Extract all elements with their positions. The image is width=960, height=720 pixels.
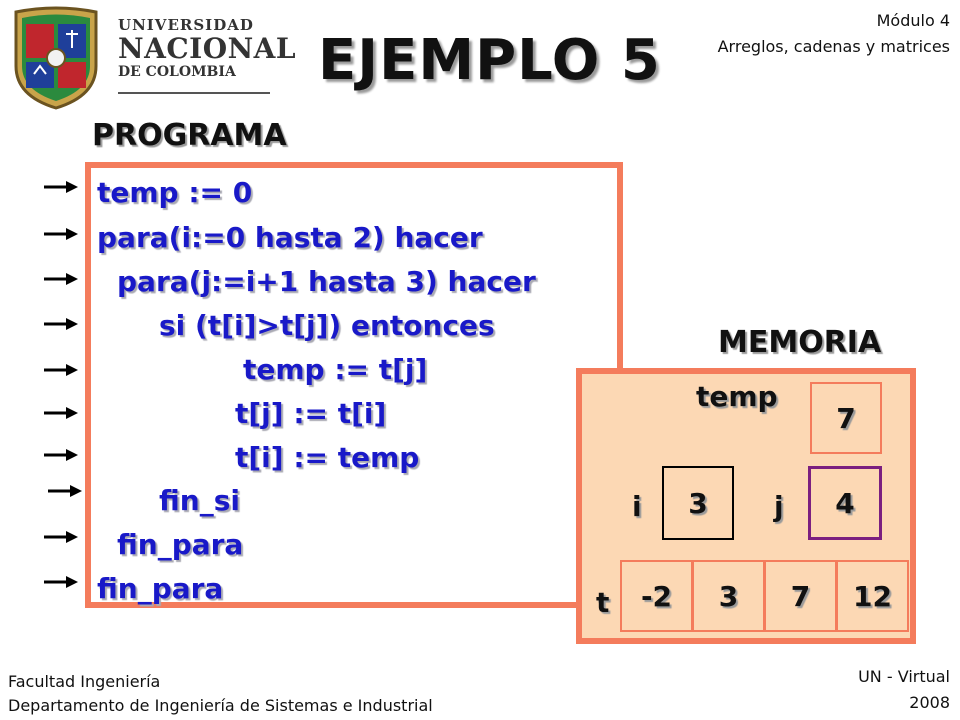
j-cell: 4 <box>808 466 882 540</box>
code-line-8: fin_si <box>159 484 240 517</box>
code-line-7: t[i] := temp <box>235 441 420 474</box>
i-cell: 3 <box>662 466 734 540</box>
memory-heading: MEMORIA <box>718 325 882 360</box>
arrow-right-icon <box>48 484 82 498</box>
code-line-1: temp := 0 <box>97 176 253 209</box>
module-info <box>718 8 950 60</box>
footer-year: 2008 <box>909 693 950 712</box>
arrow-right-icon <box>44 180 78 194</box>
module-name: Módulo 4 <box>876 11 950 30</box>
arrow-right-icon <box>44 448 78 462</box>
i-label: i <box>632 490 642 523</box>
t-cell-0: -2 <box>620 560 693 632</box>
slide-title: EJEMPLO 5 <box>318 28 661 93</box>
t-label: t <box>596 586 610 619</box>
faculty-name: Facultad Ingeniería <box>8 672 161 691</box>
t-cell-3: 12 <box>836 560 909 632</box>
university-line1: UNIVERSIDAD <box>118 16 254 34</box>
temp-cell: 7 <box>810 382 882 454</box>
t-cell-2: 7 <box>764 560 837 632</box>
code-line-6: t[j] := t[i] <box>235 397 387 430</box>
arrow-right-icon <box>44 363 78 377</box>
code-line-9: fin_para <box>117 528 244 561</box>
platform-name: UN - Virtual <box>858 667 950 686</box>
footer-platform <box>858 664 950 716</box>
code-line-10: fin_para <box>97 572 224 605</box>
arrow-right-icon <box>44 227 78 241</box>
department-name: Departamento de Ingeniería de Sistemas e Industrial <box>8 696 433 715</box>
arrow-right-icon <box>44 530 78 544</box>
code-line-4: si (t[i]>t[j]) entonces <box>159 309 495 342</box>
code-line-2: para(i:=0 hasta 2) hacer <box>97 221 483 254</box>
arrow-right-icon <box>44 272 78 286</box>
university-line2: NACIONAL <box>118 32 297 65</box>
t-cell-1: 3 <box>692 560 765 632</box>
program-code-box <box>85 162 623 608</box>
arrow-right-icon <box>44 406 78 420</box>
arrow-right-icon <box>44 317 78 331</box>
temp-label: temp <box>696 380 778 413</box>
university-logo <box>10 4 102 112</box>
memory-box <box>576 368 916 644</box>
code-line-3: para(j:=i+1 hasta 3) hacer <box>117 265 536 298</box>
code-line-5: temp := t[j] <box>243 353 428 386</box>
module-subtitle: Arreglos, cadenas y matrices <box>717 37 950 56</box>
arrow-right-icon <box>44 575 78 589</box>
j-label: j <box>774 490 784 523</box>
wordmark-divider <box>118 92 270 94</box>
university-wordmark <box>118 16 297 80</box>
university-line3: DE COLOMBIA <box>118 64 236 80</box>
program-heading: PROGRAMA <box>92 118 287 153</box>
footer-institution <box>8 670 433 718</box>
